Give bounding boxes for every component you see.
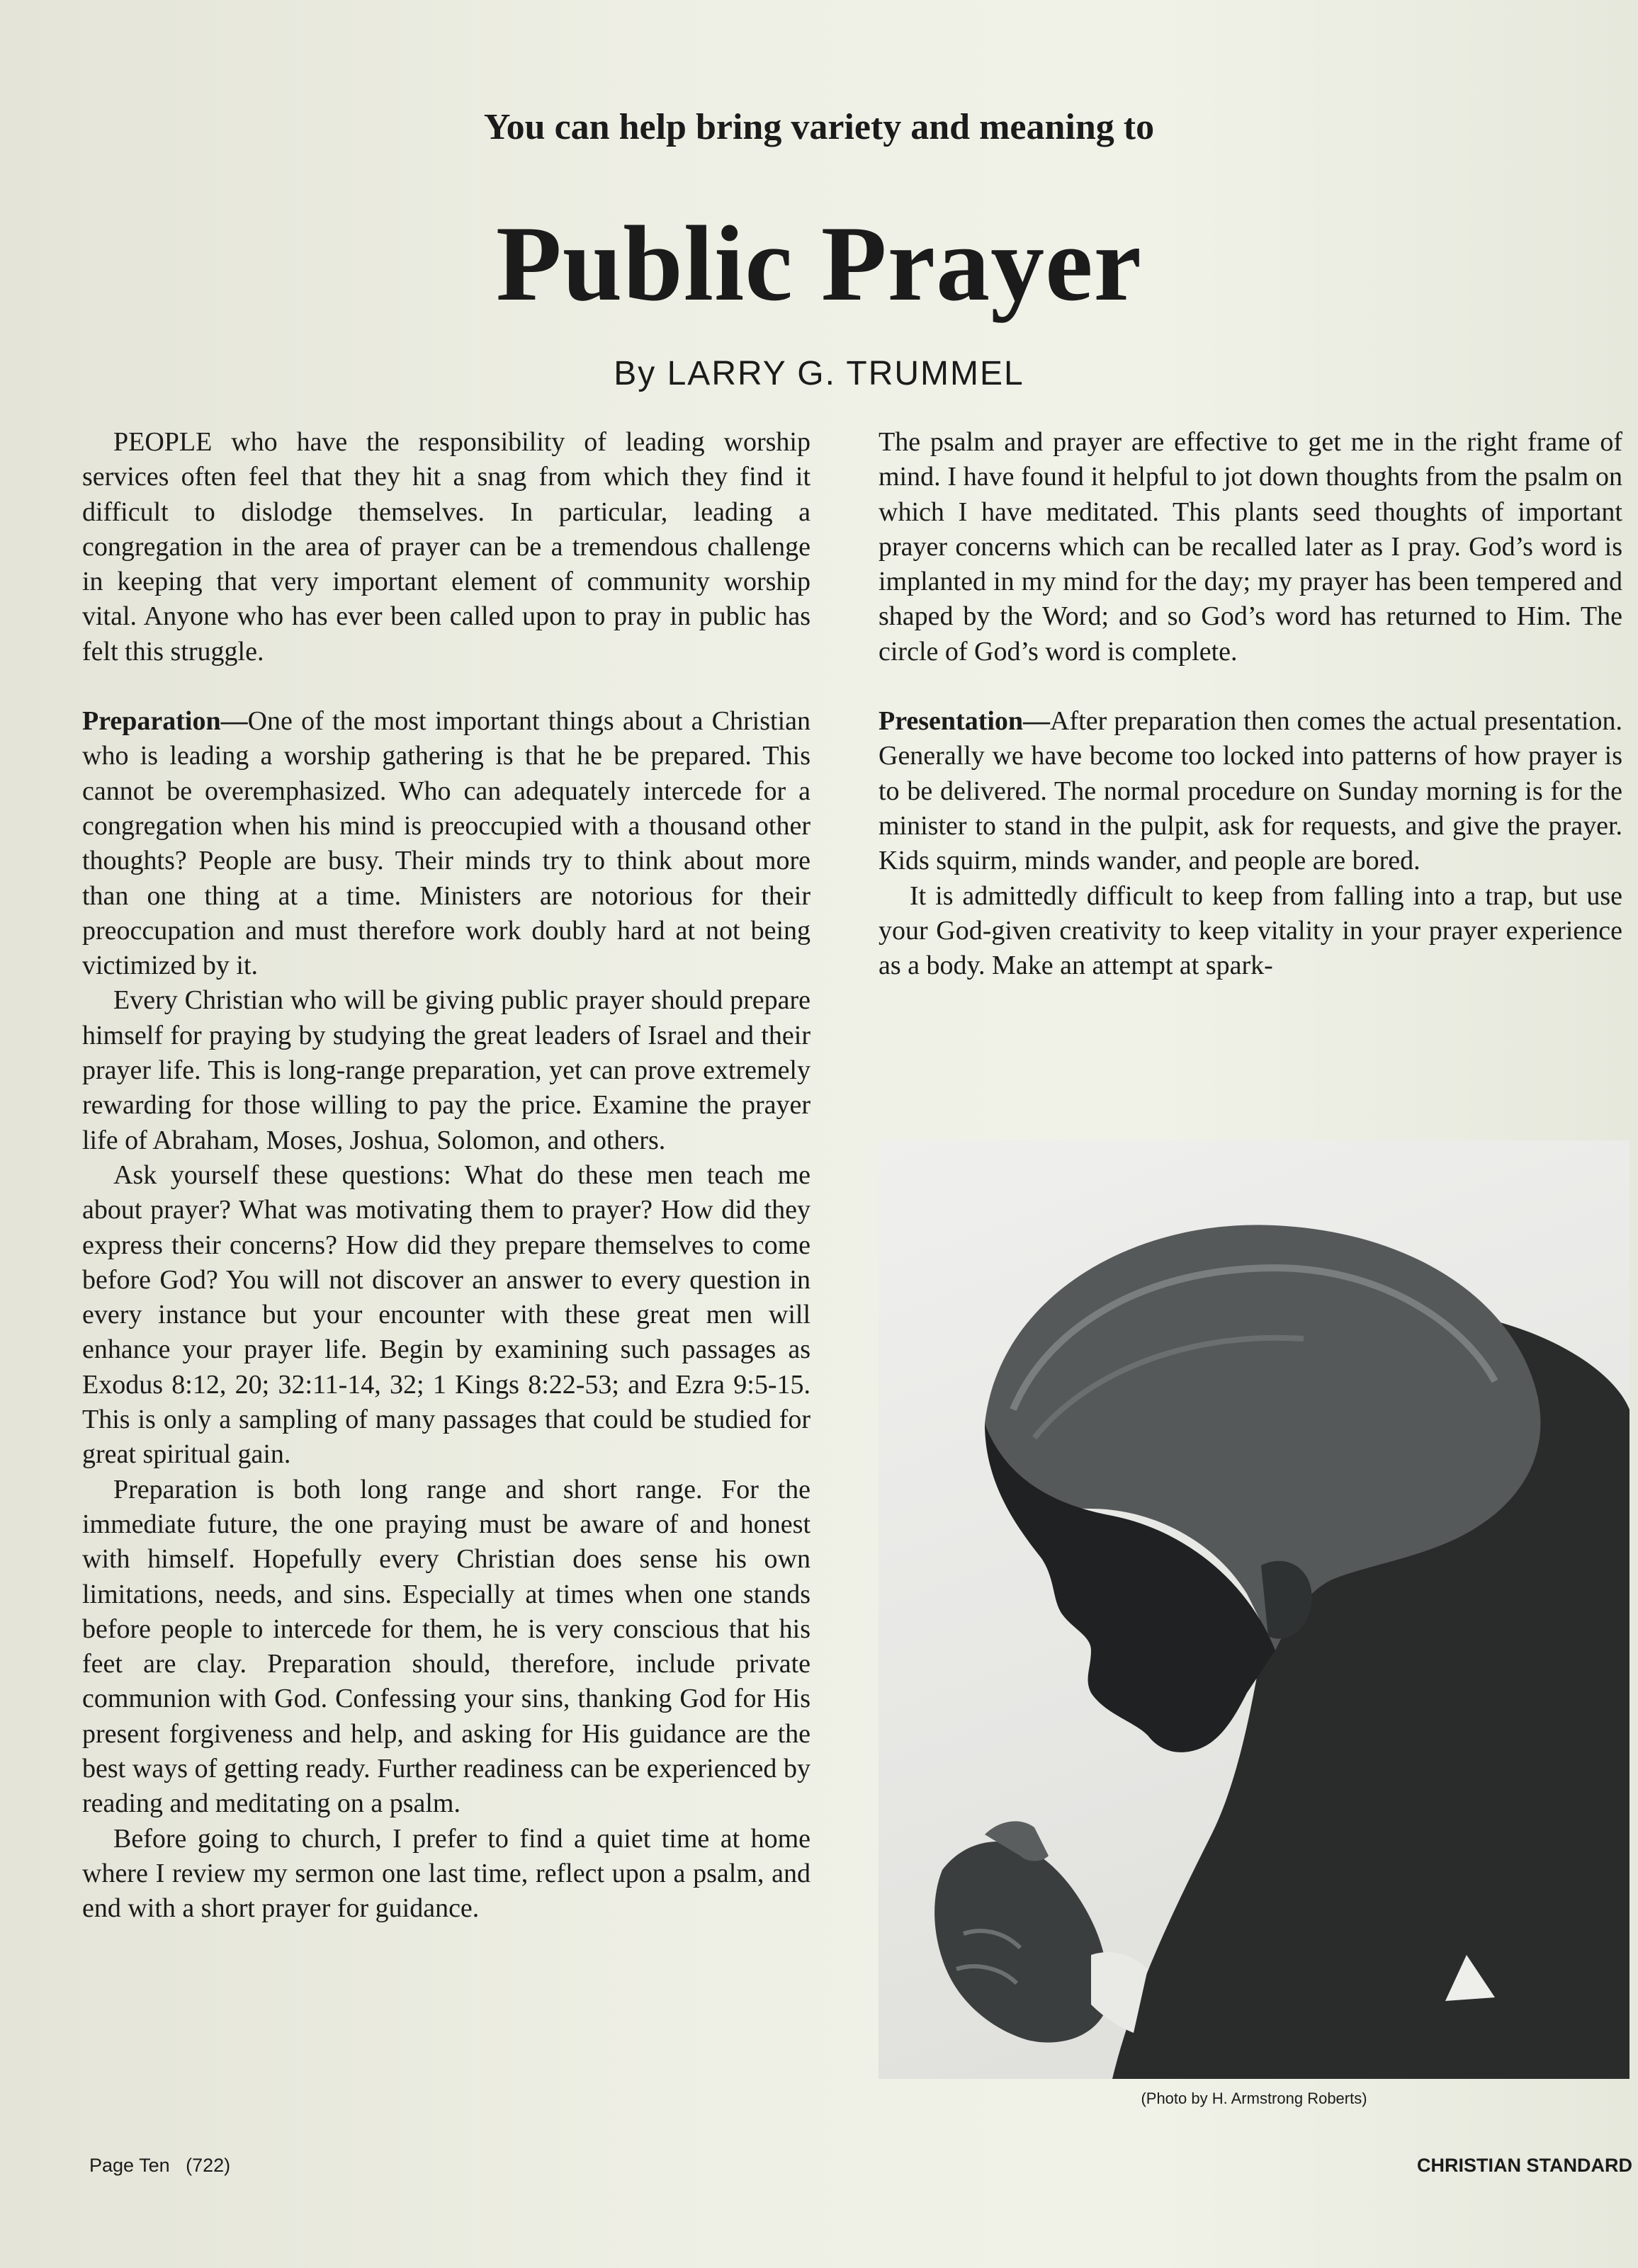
paragraph-questions: Ask yourself these questions: What do these men teach me about prayer? What was motivating them to prayer? How did they express their concerns? How did they prepare themselves to come before God? You will not discover an answer to every question in every instance but your encounter with these great men will enhance your prayer life. Begin by examining such passages as Exodus 8:12, 20; 32:11-14, 32; 1 Kings 8:22-53; and Ezra 9:5-15. This is only a sampling of many passages that could be studied for great spiritual gain. bbox=[82, 1159, 810, 1470]
section-heading-preparation: Preparation— bbox=[82, 706, 248, 737]
photo-caption: (Photo by H. Armstrong Roberts) bbox=[1141, 2090, 1367, 2107]
presentation-body: After preparation then comes the actual presentation. Generally we have become too locked into patterns of how prayer is to be delivered. The normal procedure on Sunday morning is for the minister to stand in the pulpit, ask for requests, and give the prayer. Kids squirm, minds wander, and people are bored. bbox=[879, 706, 1622, 876]
page-number: Page Ten (722) bbox=[89, 2155, 231, 2176]
paragraph-presentation bbox=[879, 704, 1622, 878]
paragraph-psalm: The psalm and prayer are effective to get me in the right frame of mind. I have found it helpful to jot down thoughts from the psalm on which I have meditated. This plants seed thoughts of important prayer concerns which can be recalled later as I pray. God’s word is implanted in my mind for the day; my prayer has been tempered and shaped by the Word; and so God’s word has returned to Him. The circle of God’s word is complete. bbox=[879, 427, 1622, 667]
paragraph-creativity: It is admittedly difficult to keep from falling into a trap, but use your God-given creativity to keep vitality in your prayer experience as a body. Make an attempt at spark- bbox=[879, 880, 1622, 981]
praying-man-photo bbox=[879, 1140, 1629, 2079]
section-heading-presentation: Presentation— bbox=[879, 706, 1051, 737]
paragraph-leaders: Every Christian who will be giving public prayer should prepare himself for praying by studying the great leaders of Israel and their prayer life. This is long-range preparation, yet can prove extremely rewarding for those willing to pay the price. Examine the prayer life of Abraham, Moses, Joshua, Solomon, and others. bbox=[82, 985, 810, 1155]
praying-man-illustration bbox=[879, 1140, 1629, 2079]
article-kicker: You can help bring variety and meaning to bbox=[483, 107, 1155, 147]
publication-name: CHRISTIAN STANDARD bbox=[1417, 2155, 1632, 2176]
paragraph-range: Preparation is both long range and short range. For the immediate future, the one praying must be aware of and honest with himself. Hopefully every Christian does sense his own limitations, needs, and sins. Especially at times when one stands before people to intercede for them, he is very conscious that his feet are clay. Preparation should, therefore, include private communion with God. Confessing your sins, thanking God for His present forgiveness and help, and asking for His guidance are the best ways of getting ready. Further readiness can be experienced by reading and meditating on a psalm. bbox=[82, 1474, 810, 1819]
paragraph-intro: PEOPLE who have the responsibility of leading worship services often feel that they hit a snag from which they find it difficult to dislodge themselves. In particular, leading a congregation in the area of prayer can be a tremendous challenge in keeping that very important element of community worship vital. Anyone who has ever been called upon to pray in public has felt this struggle. bbox=[82, 427, 810, 667]
paragraph-before-church: Before going to church, I prefer to find a quiet time at home where I review my sermon one last time, reflect upon a psalm, and end with a short prayer for guidance. bbox=[82, 1823, 810, 1924]
left-column bbox=[82, 425, 810, 1926]
preparation-body: One of the most important things about a Christian who is leading a worship gathering is that he be prepared. This cannot be overemphasized. Who can adequately intercede for a congregation when his mind is preoccupied with a thousand other thoughts? People are busy. Their minds try to think about more than one thing at a time. Ministers are notorious for their preoccupation and must therefore work doubly hard at not being victimized by it. bbox=[82, 706, 810, 981]
paragraph-preparation bbox=[82, 704, 810, 983]
article-byline: By LARRY G. TRUMMEL bbox=[614, 355, 1024, 392]
right-column bbox=[879, 425, 1622, 983]
article-title: Public Prayer bbox=[495, 204, 1143, 323]
